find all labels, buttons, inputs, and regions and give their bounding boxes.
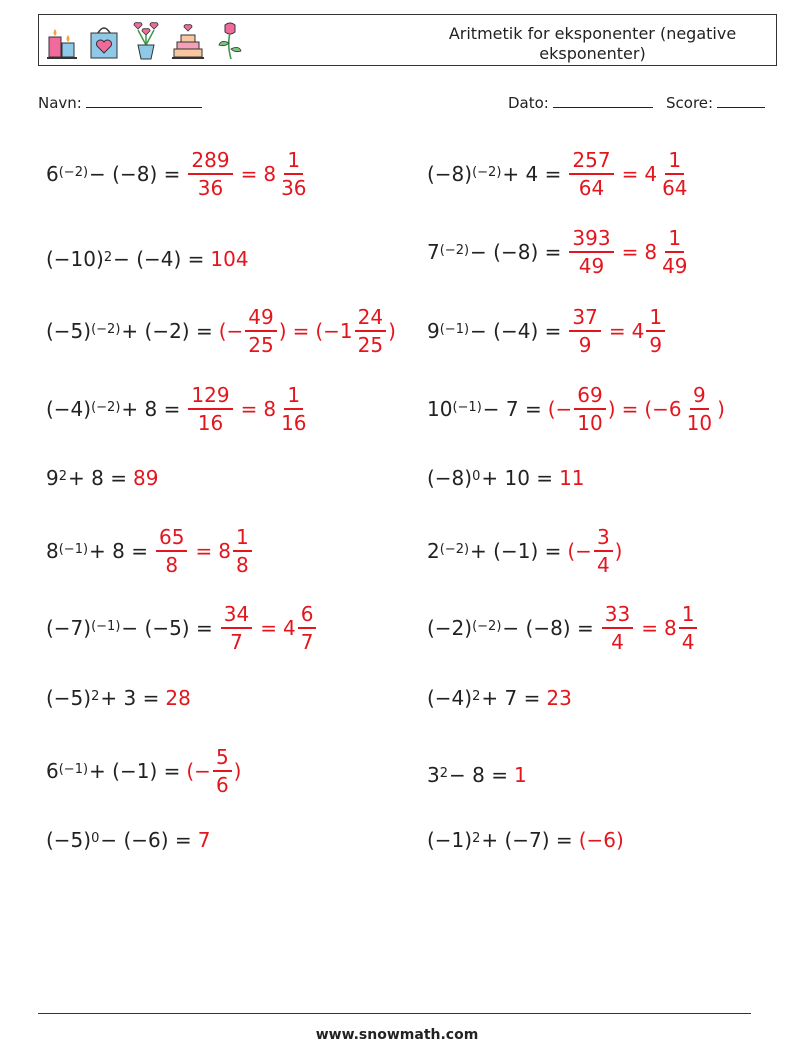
fraction-denominator: 36 — [281, 176, 307, 200]
fraction-numerator: 33 — [602, 601, 633, 629]
mixed-fraction — [278, 382, 309, 436]
problem-base: (−4) — [427, 686, 473, 710]
answer-value: 89 — [132, 466, 159, 490]
paren-close: ) — [607, 397, 616, 421]
answer-fraction — [594, 524, 613, 578]
problem-base: (−7) — [46, 616, 92, 640]
problem-rest: + (−1) = — [89, 759, 181, 783]
name-line — [86, 93, 202, 108]
answer-value: 28 — [165, 686, 191, 710]
equals-sign: = — [608, 319, 626, 343]
mixed-fraction — [659, 225, 690, 279]
problem-10 — [427, 450, 585, 506]
header-icons — [45, 19, 247, 63]
problem-6 — [427, 303, 667, 359]
problem-14 — [427, 600, 699, 656]
fraction-numerator: 129 — [188, 382, 232, 410]
problem-base: 6 — [46, 759, 59, 783]
fraction-numerator: 49 — [245, 304, 276, 332]
problem-rest: + 3 = — [100, 686, 160, 710]
fraction-numerator: 1 — [233, 524, 252, 552]
problem-rest: − (−5) = — [121, 616, 213, 640]
equals-sign: = — [641, 616, 658, 640]
mixed-fraction — [355, 304, 386, 358]
equals-sign: = — [621, 240, 639, 264]
problem-rest: + 8 = — [68, 466, 127, 490]
score-field — [666, 93, 765, 112]
fraction-numerator: 6 — [298, 601, 317, 629]
problem-rest: − 7 = — [482, 397, 542, 421]
problem-base: 2 — [427, 539, 440, 563]
problem-5 — [46, 303, 396, 359]
answer-fraction — [186, 147, 234, 201]
problem-exponent: 2 — [91, 688, 100, 704]
answer-value: (−6) — [578, 828, 624, 852]
footer-divider — [38, 1013, 751, 1014]
problem-exponent: (−2) — [58, 164, 89, 180]
problem-base: (−5) — [46, 828, 92, 852]
problem-base: (−8) — [427, 162, 473, 186]
mixed-whole: 4 — [282, 616, 296, 640]
date-field — [508, 93, 653, 112]
problem-18 — [427, 747, 527, 803]
fraction-numerator: 37 — [569, 304, 600, 332]
gift-bag-heart-icon — [87, 21, 121, 61]
problem-3 — [46, 231, 249, 287]
problem-base: (−10) — [46, 247, 104, 271]
mixed-fraction — [233, 524, 252, 578]
problem-rest: − (−8) = — [502, 616, 594, 640]
answer-fraction — [186, 382, 234, 436]
fraction-numerator: 1 — [646, 304, 665, 332]
fraction-numerator: 393 — [569, 225, 613, 253]
problem-exponent: (−2) — [472, 618, 502, 634]
fraction-numerator: 34 — [221, 601, 252, 629]
problem-base: (−2) — [427, 616, 473, 640]
problem-exponent: 2 — [103, 249, 113, 265]
problem-exponent: 0 — [91, 830, 100, 846]
problem-exponent: (−2) — [91, 399, 121, 415]
fraction-denominator: 10 — [577, 411, 603, 435]
fraction-denominator: 4 — [596, 553, 610, 577]
problem-rest: + 8 = — [89, 539, 149, 563]
answer-fraction — [213, 744, 232, 798]
problem-base: 8 — [46, 539, 59, 563]
flower-pot-hearts-icon — [129, 21, 163, 61]
answer-fraction — [600, 601, 635, 655]
problem-9 — [46, 450, 158, 506]
problem-base: (−4) — [46, 397, 92, 421]
problem-rest: + 8 = — [121, 397, 181, 421]
problem-19 — [46, 812, 210, 868]
mixed-whole: 8 — [218, 539, 231, 563]
answer-value: 11 — [559, 466, 585, 490]
fraction-denominator: 16 — [197, 411, 224, 435]
problem-exponent: (−2) — [472, 164, 502, 180]
problem-rest: + 10 = — [481, 466, 554, 490]
fraction-denominator: 64 — [662, 176, 688, 200]
fraction-denominator: 49 — [578, 254, 605, 278]
problem-12 — [427, 523, 622, 579]
fraction-numerator: 1 — [284, 382, 303, 410]
equals-sign: = — [240, 397, 258, 421]
candles-icon — [45, 21, 79, 61]
problem-base: 7 — [427, 240, 440, 264]
problem-rest: − (−4) = — [113, 247, 205, 271]
mixed-whole: 4 — [644, 162, 658, 186]
name-label: Navn: — [38, 94, 82, 112]
paren-open: ( — [644, 397, 653, 421]
problem-15 — [46, 670, 191, 726]
mixed-whole: 8 — [644, 240, 658, 264]
date-line — [553, 93, 653, 108]
paren-open: (− — [547, 397, 573, 421]
paren-close: ) — [278, 319, 287, 343]
mixed-whole: 4 — [631, 319, 645, 343]
mixed-fraction — [278, 147, 309, 201]
fraction-denominator: 7 — [230, 630, 243, 654]
problem-exponent: 2 — [472, 830, 481, 846]
problem-exponent: (−2) — [91, 321, 121, 337]
score-line — [717, 93, 765, 108]
fraction-numerator: 257 — [569, 147, 613, 175]
fraction-numerator: 9 — [690, 382, 709, 410]
problem-rest: − (−8) = — [470, 240, 562, 264]
fraction-numerator: 1 — [665, 147, 684, 175]
answer-fraction — [154, 524, 189, 578]
problem-base: 6 — [46, 162, 59, 186]
equals-sign: = — [292, 319, 310, 343]
problem-rest: − (−4) = — [470, 319, 562, 343]
equals-sign: = — [621, 162, 639, 186]
answer-fraction — [567, 225, 615, 279]
problem-20 — [427, 812, 624, 868]
fraction-denominator: 8 — [165, 553, 179, 577]
cake-heart-icon — [171, 21, 205, 61]
fraction-denominator: 10 — [686, 411, 713, 435]
fraction-denominator: 9 — [649, 333, 663, 357]
problem-rest: + (−1) = — [470, 539, 562, 563]
problem-base: (−1) — [427, 828, 473, 852]
fraction-denominator: 25 — [248, 333, 274, 357]
equals-sign: = — [621, 397, 639, 421]
mixed-fraction — [646, 304, 665, 358]
fraction-denominator: 4 — [611, 630, 624, 654]
problem-base: (−5) — [46, 319, 92, 343]
fraction-denominator: 49 — [662, 254, 688, 278]
problem-exponent: (−1) — [439, 321, 470, 337]
problem-4 — [427, 224, 693, 280]
mixed-whole: −1 — [323, 319, 353, 343]
fraction-denominator: 6 — [215, 773, 229, 797]
fraction-numerator: 5 — [213, 744, 232, 772]
answer-value: 7 — [197, 828, 211, 852]
problem-base: 9 — [46, 466, 59, 490]
footer-url[interactable]: www.snowmath.com — [315, 1027, 479, 1043]
answer-fraction — [219, 601, 254, 655]
paren-open: (− — [186, 759, 211, 783]
problem-17 — [46, 743, 241, 799]
problem-exponent: (−1) — [91, 618, 121, 634]
mixed-whole: 8 — [263, 162, 277, 186]
fraction-denominator: 7 — [300, 630, 314, 654]
problem-exponent: (−2) — [439, 541, 470, 557]
equals-sign: = — [260, 616, 277, 640]
fraction-numerator: 65 — [156, 524, 187, 552]
mixed-whole: 8 — [663, 616, 677, 640]
fraction-denominator: 4 — [681, 630, 695, 654]
paren-close: ) — [614, 539, 623, 563]
problem-rest: − (−6) = — [100, 828, 192, 852]
mixed-whole: 8 — [263, 397, 277, 421]
problem-rest: − (−8) = — [89, 162, 181, 186]
fraction-denominator: 25 — [357, 333, 384, 357]
paren-open: (− — [218, 319, 244, 343]
answer-fraction — [567, 304, 602, 358]
problem-rest: + (−2) = — [121, 319, 213, 343]
fraction-numerator: 1 — [284, 147, 303, 175]
mixed-fraction — [298, 601, 317, 655]
answer-value: 1 — [513, 763, 527, 787]
problem-exponent: (−1) — [58, 541, 89, 557]
fraction-numerator: 1 — [679, 601, 698, 629]
fraction-numerator: 3 — [594, 524, 613, 552]
paren-close: ) — [388, 319, 396, 343]
problem-8 — [427, 381, 725, 437]
answer-fraction — [567, 147, 615, 201]
problem-exponent: 2 — [439, 765, 449, 781]
mixed-whole: −6 — [652, 397, 682, 421]
fraction-denominator: 16 — [281, 411, 307, 435]
score-label: Score: — [666, 94, 714, 112]
worksheet-header — [38, 14, 777, 66]
problem-7 — [46, 381, 312, 437]
fraction-numerator: 289 — [188, 147, 232, 175]
paren-close: ) — [717, 397, 725, 421]
problem-exponent: 0 — [472, 468, 481, 484]
problem-rest: + 7 = — [481, 686, 541, 710]
problem-rest: − 8 = — [449, 763, 508, 787]
answer-value: 23 — [546, 686, 572, 710]
problem-16 — [427, 670, 572, 726]
fraction-denominator: 8 — [235, 553, 249, 577]
fraction-numerator: 69 — [574, 382, 605, 410]
problem-exponent: (−1) — [452, 399, 482, 415]
problem-base: (−5) — [46, 686, 92, 710]
problem-11 — [46, 523, 254, 579]
fraction-numerator: 24 — [355, 304, 386, 332]
mixed-fraction — [684, 382, 715, 436]
problem-exponent: 2 — [58, 468, 68, 484]
page-title: Aritmetik for eksponenter (negative eksponenter) — [448, 24, 737, 63]
problem-rest: + 4 = — [502, 162, 562, 186]
rose-icon — [213, 21, 247, 61]
paren-open: ( — [315, 319, 324, 343]
equals-sign: = — [240, 162, 258, 186]
mixed-fraction — [659, 147, 690, 201]
problem-2 — [427, 146, 693, 202]
fraction-denominator: 36 — [197, 176, 224, 200]
problem-rest: + (−7) = — [481, 828, 573, 852]
problem-exponent: (−2) — [439, 242, 470, 258]
problem-exponent: 2 — [472, 688, 481, 704]
fraction-numerator: 1 — [665, 225, 684, 253]
answer-fraction — [574, 382, 605, 436]
problem-base: 3 — [427, 763, 440, 787]
fraction-denominator: 9 — [578, 333, 592, 357]
problem-1 — [46, 146, 312, 202]
answer-fraction — [245, 304, 276, 358]
date-label: Dato: — [508, 94, 549, 112]
mixed-fraction — [679, 601, 698, 655]
paren-close: ) — [233, 759, 242, 783]
equals-sign: = — [195, 539, 213, 563]
paren-open: (− — [567, 539, 592, 563]
problem-base: 9 — [427, 319, 440, 343]
problem-13 — [46, 600, 318, 656]
problem-base: (−8) — [427, 466, 473, 490]
answer-value: 104 — [210, 247, 249, 271]
problem-base: 10 — [427, 397, 453, 421]
problem-exponent: (−1) — [58, 761, 89, 777]
name-field — [38, 93, 202, 112]
fraction-denominator: 64 — [578, 176, 605, 200]
